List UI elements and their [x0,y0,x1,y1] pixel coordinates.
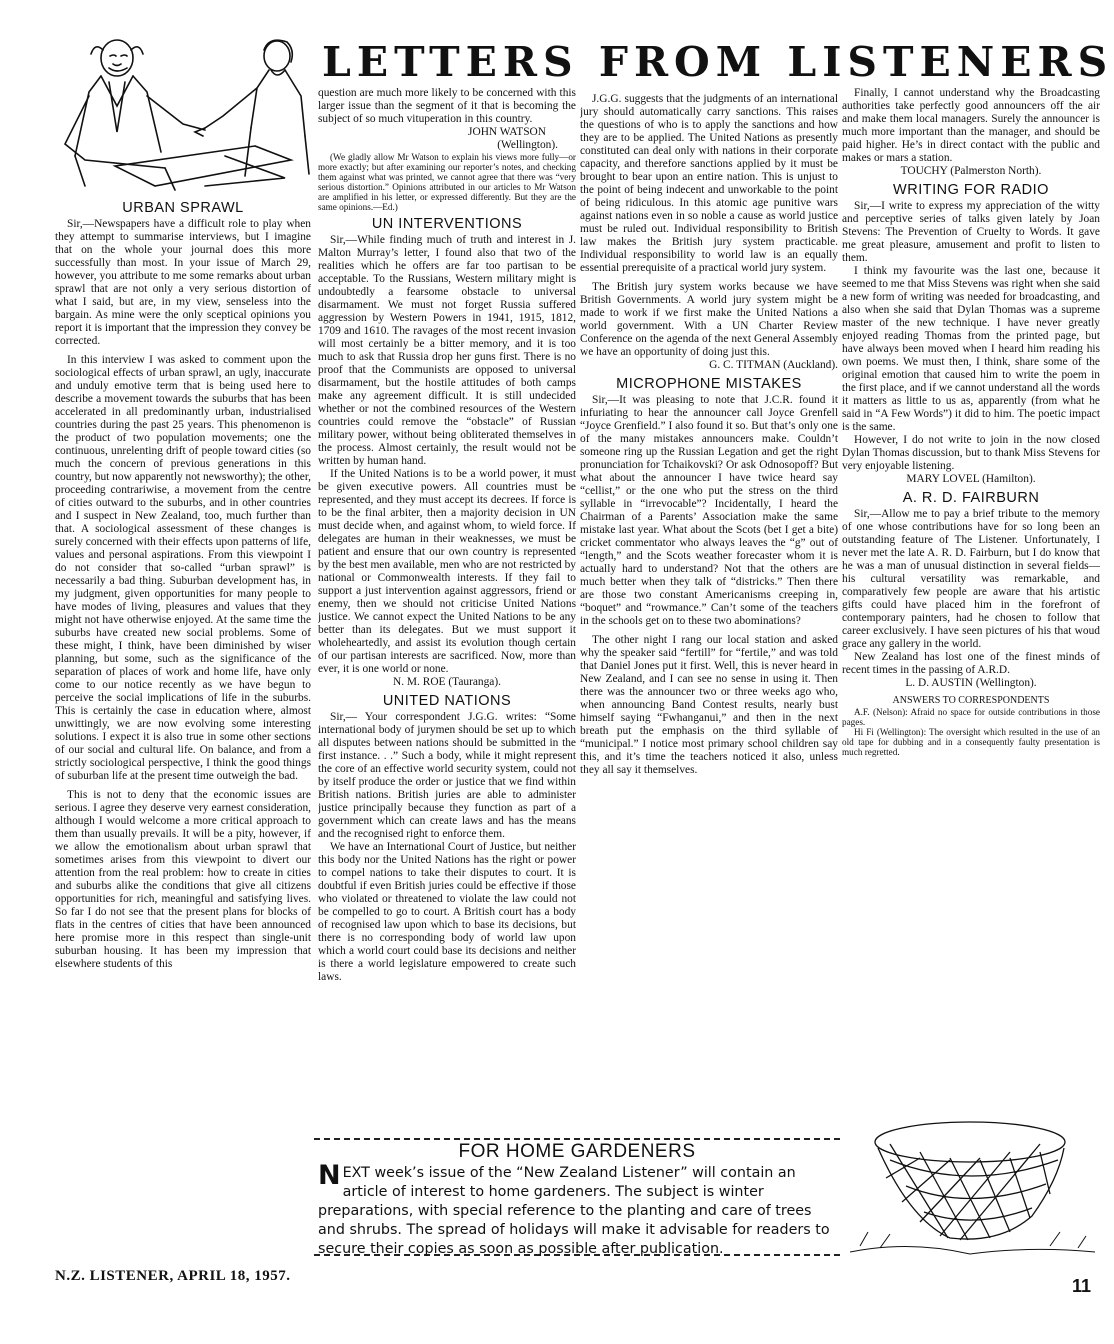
column-4 [842,87,1100,1131]
fairburn-paragraph: Sir,—Allow me to pay a brief tribute to the memory of one whose contributions have for so long been an outstanding feature of The Listener. Unfortunately, I never met the late A. R. D. Fairburn, but I do know that he was a man of unusual distinction in several fields—his cultural versatility was remarkable, and comparatively few people are aware that his artistic gifts could have placed him in the forefront of contemporary painters, had he chosen to follow that career exclusively. I have seen pictures of his that woud grace any gallery in the world. [842,508,1100,650]
answers-heading: ANSWERS TO CORRESPONDENTS [892,695,1050,706]
fairburn-paragraph: New Zealand has lost one of the finest minds of recent times in the passing of A.R.D. [842,651,1100,676]
home-gardeners-body [318,1160,834,1259]
cartoon-drawing-icon [55,36,320,196]
microphone-mistakes-heading: MICROPHONE MISTAKES [616,376,802,392]
signature: N. M. ROE (Tauranga). [392,676,502,688]
writing-for-radio-paragraph: Sir,—I write to express my appreciation of the witty and perceptive series of talks given lately by Joan Stevens: The Prevention of Cruelty to Words. It gave me great pleasure, amusement and profit to listen to them. [842,200,1100,264]
writing-for-radio-heading: WRITING FOR RADIO [893,182,1049,198]
signature: L. D. AUSTIN (Wellington). [905,677,1037,689]
united-nations-heading: UNITED NATIONS [382,693,512,709]
microphone-mistakes-paragraph: Sir,—It was pleasing to note that J.C.R. found it infuriating to hear the announcer call Joyce Grenfell “Joyce Grenfield.” I also found it so. But that’s only one of the many mistakes announcers make. Couldn’t someone ring up the Russian Legation and get the right pronunciation for Tchaikovski? Or ask Odnosopoff? But what about the announcer I have twice heard say “cellist,” or the one who put the stress on the third syllable in “irrevocable”? Incidentally, I heard the Chairman of a Parents’ Association make the same mistake last year. What about the Scots (bet I get a bite) cricket commentator who always leaves the “g” out of “length,” and the Scots weather forecaster whom it is actually hard to understand? Not that the others are much better when they talk of “districks.” Then there are those two constant Americanisms creeping in, “boquet” and “rowmance.” Can’t some of the teachers in the schools get on to these two abominations? [580,394,838,627]
drop-cap: N [318,1160,341,1191]
answer-item: Hi Fi (Wellington): The oversight which resulted in the use of an old tape for dubbing and in a consequently faulty presentation is much regretted. [842,727,1100,757]
column-3 [580,87,838,1131]
basket-illustration [850,1120,1100,1260]
signature: TOUCHY (Palmerston North). [900,165,1042,177]
urban-sprawl-paragraph: question are much more likely to be concerned with this larger issue than the segment of it that is becoming the subject of so much vituperation in this country. [318,87,576,125]
wire-basket-icon [850,1120,1100,1260]
urban-sprawl-paragraph: In this interview I was asked to comment upon the sociological effects of urban sprawl, an ugly, inaccurate and unduly emotive term that is being used here to describe a movement towards the suburbs that has been accelerated in all predominantly urban, industrialised countries during the past 25 years. This phenomenon is the product of two population movements; one the continuous, unrelenting drift of people toward cities (so much the concern of previous generations in this country, but now apparently not newsworthy); the other, proceeding contrariwise, a movement from the centre of cities outward to the suburbs, and in other countries and I suspect in New Zealand, too, much further than that. A sociological assessment of these changes is surely concerned with their effects upon patterns of life, values and personal aspirations. From this viewpoint I do not consider that so-called “urban sprawl” is necessarily a bad thing. Suburban development has, in my judgment, given opportunities for many people to have modes of living, pleasures and values that they might not have otherwise enjoyed. At the same time the suburbs have created new social problems. Some of these might, I think, have been diminished by wiser planning, but some, such as the significance of the separation of places of work and home life, have only come to our notice recently as we have begun to perceive the social implications of life in the suburbs. This is certainly the case in education where, almost unwittingly, we are now evolving some interesting solutions. I expect it is also true in some other sections of our social and cultural life. On balance, and from a strictly sociological perspective, I think the good things of suburban life at the present time outweigh the bad. [55,354,311,782]
writing-for-radio-paragraph: However, I do not write to join in the now closed Dylan Thomas discussion, but to thank Miss Stevens for very enjoyable listening. [842,434,1100,472]
signature: G. C. TITMAN (Auckland). [709,359,838,371]
urban-sprawl-paragraph: Sir,—Newspapers have a difficult role to play when they attempt to summarise interviews, but I imagine that on the whole your journal does this more successfully than most. In your issue of March 29, however, you attribute to me some remarks about urban sprawl that are not only a very serious distortion of what I said, but are, in my view, senseless into the bargain. As mine were the only sceptical opinions you report it is important that the impression they convey be corrected. [55,218,311,347]
urban-sprawl-paragraph: This is not to deny that the economic issues are serious. I agree they deserve very earnest consideration, although I would welcome a more critical approach to them than usually prevails. It will be a pity, however, if we allow the emotionalism about urban sprawl that sometimes arises from this viewpoint to divert our attention from the real problem: how to create in cities and suburbs alike the conditions that give all citizens opportunities for rich, meaningful and satisfying lives. So far I do not see that the present plans for blocks of flats in the centres of cities that have been announced here promise more in this respect than single-unit suburban housing. It has been my impression that elsewhere students of this [55,789,311,970]
editor-note: (We gladly allow Mr Watson to explain his views more fully—or more exactly; but after examining our reporter’s notes, and checking them against what was printed, we cannot agree that there was “very serious distortion.” Opinions attributed in our articles to Mr Watson are amplified in his letter, or expressed differently. But they are the same opinions.—Ed.) [318,152,576,212]
fairburn-heading: A. R. D. FAIRBURN [902,490,1040,506]
united-nations-paragraph: The British jury system works because we have British Governments. A world jury system might be made to work if we first make the United Nations a world government. With a UN Charter Review Conference on the agenda of the next General Assembly we have an opportunity of doing just this. [580,281,838,358]
signature: MARY LOVEL (Hamilton). [906,473,1036,485]
writing-for-radio-paragraph: I think my favourite was the last one, because it seemed to me that Miss Stevens was right when she said a new form of writing was needed for broadcasting, and also when she said that Dylan Thomas was a supreme master of the new technique. I have never greatly enjoyed reading Thomas from the printed page, but have always been moved when I heard him reading his own poems. We must then, I think, share some of the original emotion that caused him to write the poem in the first place, and if we cannot understand all the words it matters as little to us as, apparently (from what he said in “A Few Words”) it did to him. The poetic impact is the same. [842,265,1100,433]
answer-item: A.F. (Nelson): Afraid no space for outside contributions in those pages. [842,707,1100,727]
home-gardeners-heading: FOR HOME GARDENERS [458,1141,696,1162]
microphone-mistakes-paragraph: The other night I rang our local station and asked why the speaker said “fertill” for “fertile,” and was told that Daniel Jones put it first. Well, this is never heard in New Zealand, and I can see no sense in using it. Then there was the announcer two or three weeks ago who, when announcing Band Contest results, nearly bust himself saying “Fwhanganui,” and then in the next breath put the emphasis on the third syllable of “municipal.” I notice most primary school children say this, and it’s time the teachers noticed it also, unless they all say it themselves. [580,634,838,776]
urban-sprawl-heading: URBAN SPRAWL [122,202,244,216]
masthead-title: LETTERS FROM LISTENERS [322,38,1114,86]
cartoon-illustration [55,36,320,196]
signature: JOHN WATSON [468,126,546,138]
un-interventions-paragraph: Sir,—While finding much of truth and interest in J. Malton Murray’s letter, I found also that two of the realities which he offers are far too partisan to be acceptable. To the Russians, Western military might is undoubtedly a fearsome obstacle to universal disarmament. We must not forget Russia suffered aggression by Western Powers in 1941, 1915, 1812, 1709 and 1610. The ravages of the most recent invasion will most certainly be a bitter memory, and it is too much to ask that Russia drop her guns first. There is no proof that the Communists are opposed to universal disarmament, but the hostile attitudes of both camps make any agreement difficult. It is still undecided whether or not the combined resources of the Western countries could remove the “obstacle” of Russian military power, without being obliterated themselves in the process. Almost certainly, the result would not be written by human hand. [318,234,576,467]
un-interventions-heading: UN INTERVENTIONS [371,216,523,232]
home-gardeners-text: EXT week’s issue of the “New Zealand Listener” will contain an article of interest to home gardeners. The subject is winter preparations, with special reference to the planting and care of trees and shrubs. The spread of holidays will make it advisable for readers to secure their copies as soon as possible after publication. [318,1165,830,1257]
united-nations-paragraph: J.G.G. suggests that the judgments of an international jury should automatically carry sanctions. This raises the questions of who is to apply the sanctions and how they are to be applied. The United Nations as presently constituted can deal only with nations in their corporate capacity, and therefore sanctions applied by it must be brought to bear upon an entire nation. This is unjust to the point of being indecent and unworkable to the point of being ridiculous. In this atomic age punitive wars against nations even in so noble a cause as world justice must be ruled out. Individual responsibility to British law makes the British jury system practicable. Individual responsibility to world law is an equally essential prerequisite of a practical world jury system. [580,93,838,274]
microphone-mistakes-paragraph: Finally, I cannot understand why the Broadcasting authorities take perfectly good announcers off the air and make them local managers. Surely the announcer is much more important than the manager, and should be paid higher. He’s in direct contact with the public and makes or mars a station. [842,87,1100,164]
signature-place: (Wellington). [497,139,558,151]
dashed-rule [314,1138,840,1140]
page-number: 11 [1072,1276,1092,1296]
united-nations-paragraph: Sir,— Your correspondent J.G.G. writes: “Some international body of jurymen should be set up to which all disputes between nations should be submitted in the first instance. . .” Such a body, while it might represent the core of an effective world security system, could not by itself produce the order or justice that we find within British nations. British juries are able to administer justice principally because they function as part of a government which can create laws and has the means and the recognised right to enforce them. [318,711,576,840]
column-2 [318,87,576,1131]
un-interventions-paragraph: If the United Nations is to be a world power, it must be given executive powers. All countries must be represented, and they must accept its decrees. If force is to be the final arbiter, then a majority decision in UN must decide when, and against whom, to wield force. If delegates are human in their weaknesses, we must be patient and ensure that our own country is represented by the best men available, men who are not restricted by national or Commonwealth interests. If they fail to support a just intervention against aggressors, friend or enemy, then we should not criticise United Nations justice. We cannot expect the United Nations to be any better than its delegates. But we must support it wholeheartedly, and assist its evolution though certain of our partisan interests are sacrificed. Now, more than ever, it is one world or none. [318,468,576,675]
column-1 [55,202,311,1258]
footer-publication: N.Z. LISTENER, APRIL 18, 1957. [55,1268,291,1284]
united-nations-paragraph: We have an International Court of Justice, but neither this body nor the United Nations has the right or power to compel nations to take their disputes to court. It is doubtful if even British juries could be effective if those who violated or threatened to violate the law could not be compelled to go to court. A British court has a body of recognised law upon which to base its decisions, but there is no corresponding body of world law upon which a world court could base its decisions and neither is there a world legislature empowered to create such laws. [318,841,576,983]
